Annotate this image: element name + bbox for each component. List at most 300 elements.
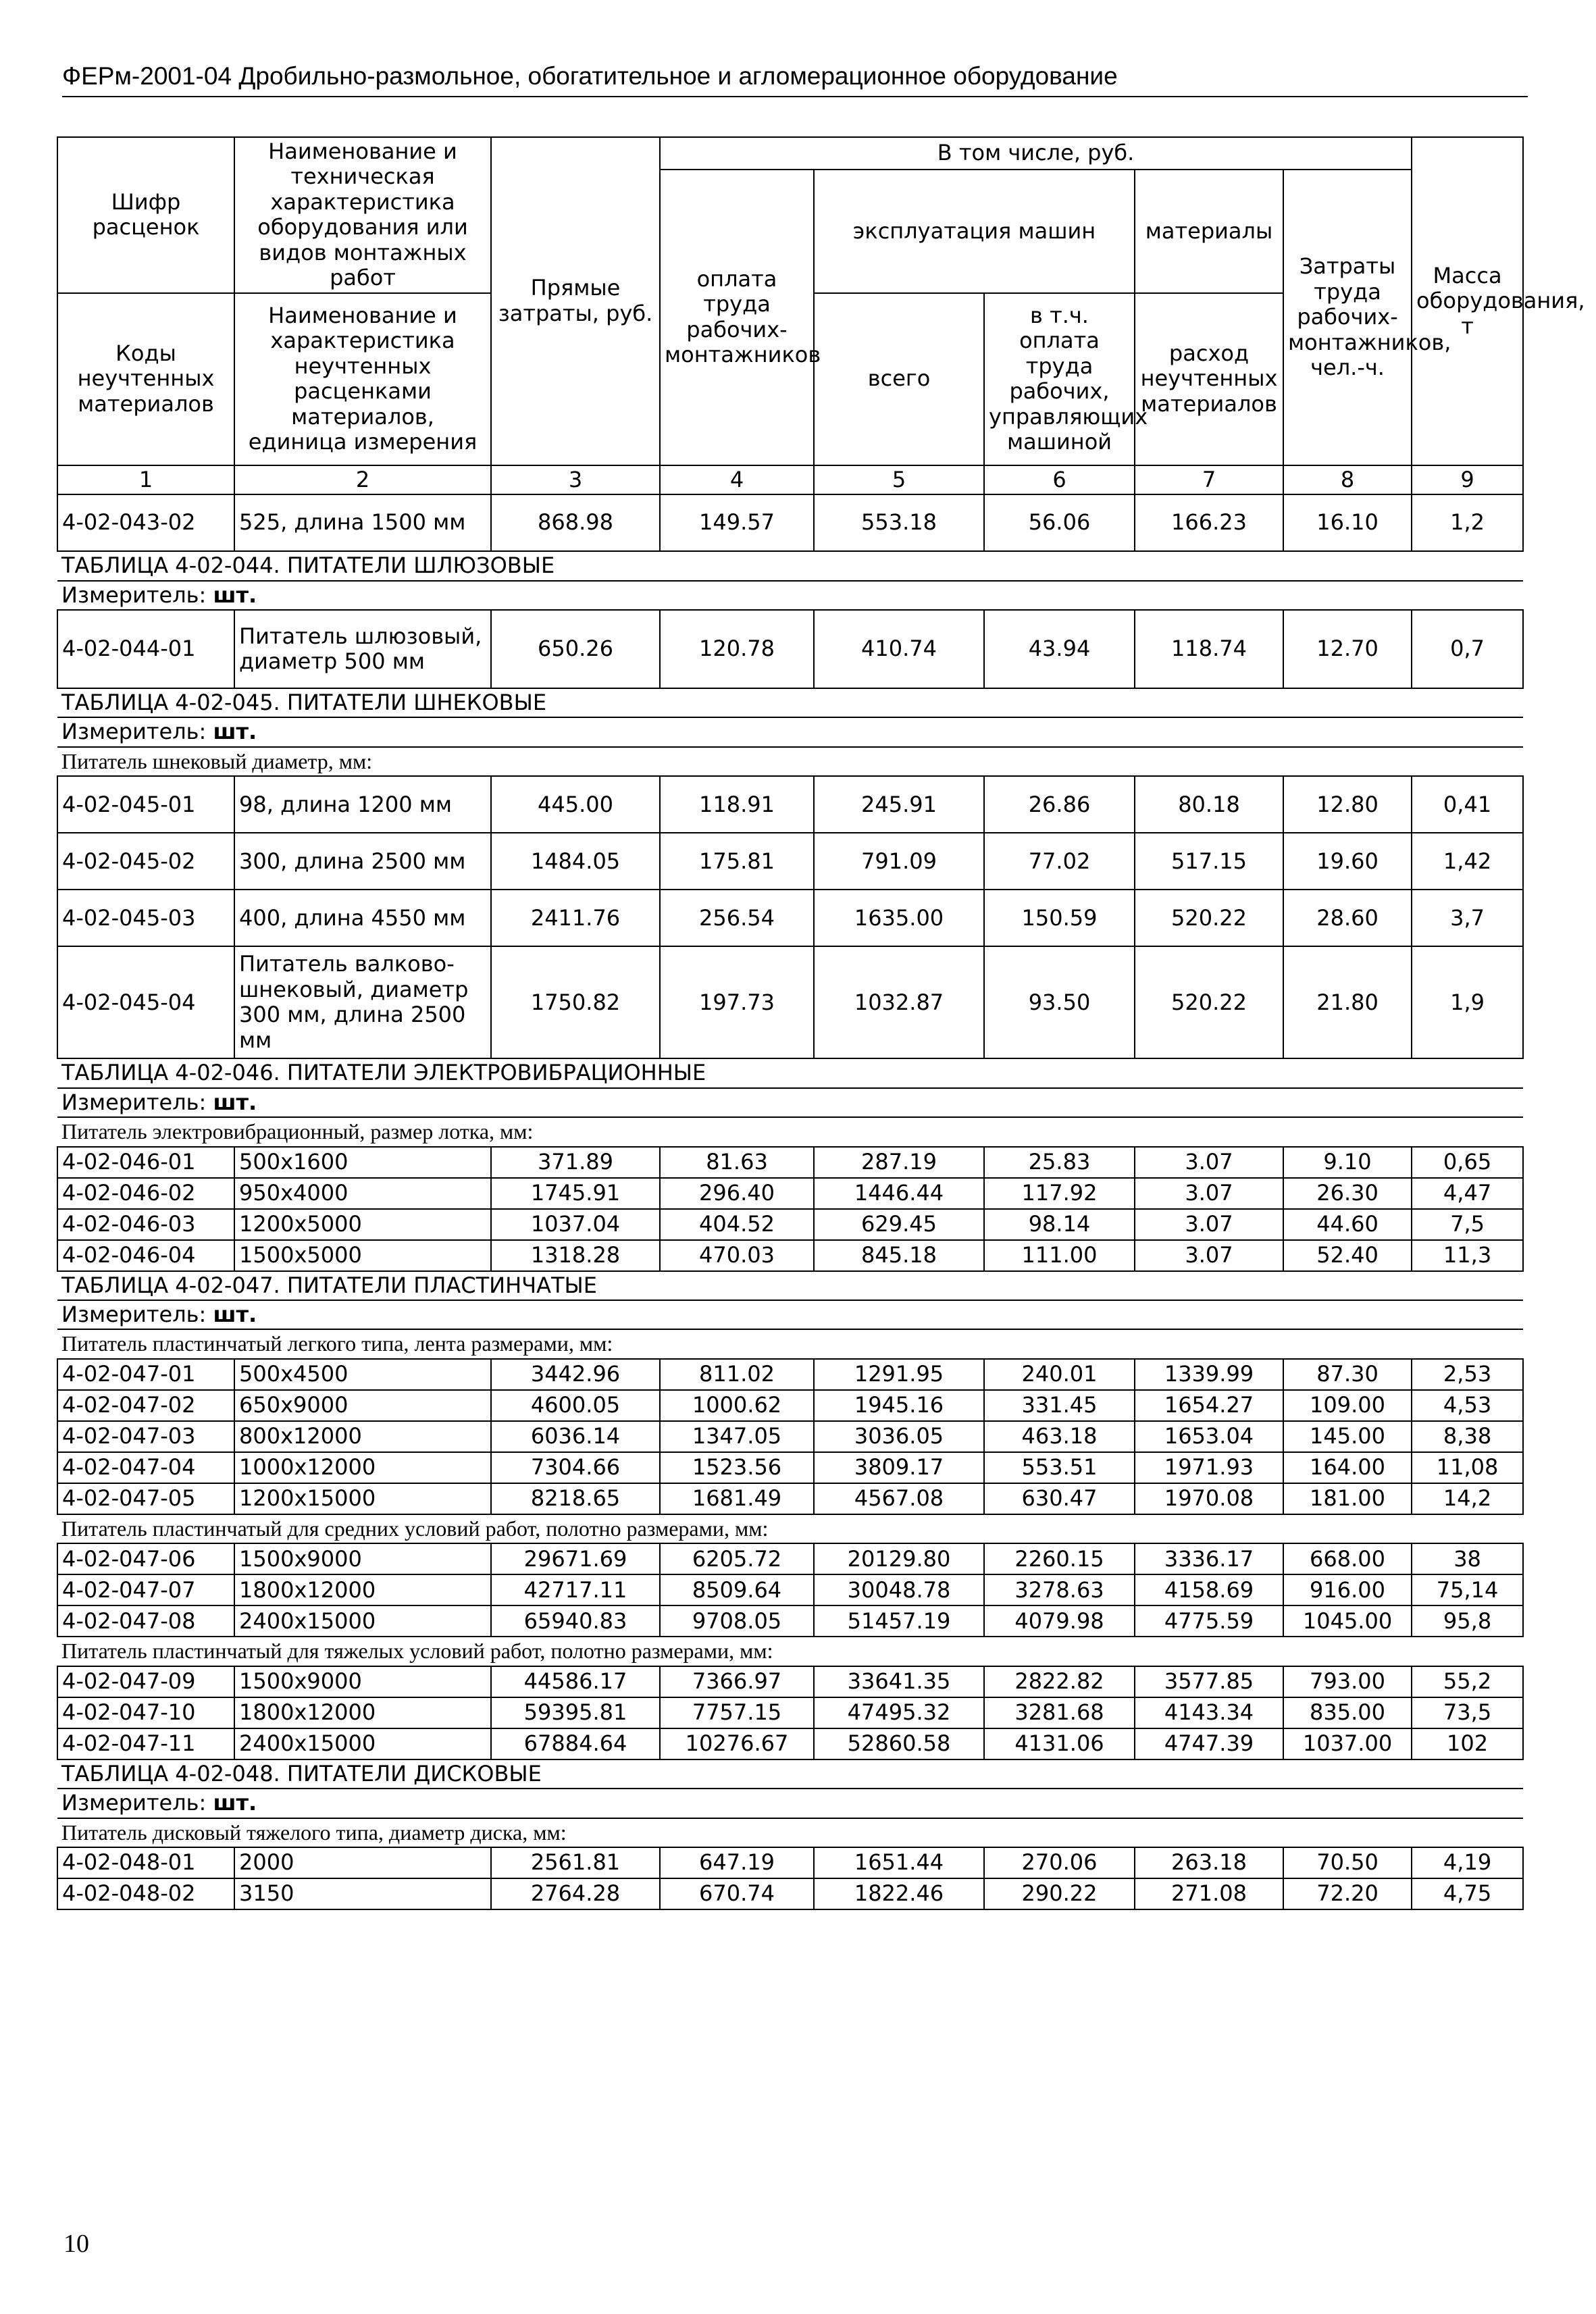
machines-wages: 630.47 — [984, 1483, 1135, 1514]
materials: 1970.08 — [1135, 1483, 1283, 1514]
machines-total: 1032.87 — [814, 946, 984, 1058]
table-label: ТАБЛИЦА — [61, 1272, 169, 1298]
header-machines: эксплуатация машин — [814, 170, 1135, 293]
rate-code: 4-02-047-04 — [57, 1452, 234, 1483]
machines-wages: 4131.06 — [984, 1728, 1135, 1759]
machines-wages: 290.22 — [984, 1878, 1135, 1909]
materials: 166.23 — [1135, 494, 1283, 551]
direct-costs: 371.89 — [491, 1147, 660, 1178]
table-title: ПИТАТЕЛИ ЭЛЕКТРОВИБРАЦИОННЫЕ — [286, 1060, 706, 1086]
labor: 52.40 — [1283, 1240, 1412, 1271]
header-including: В том числе, руб. — [660, 137, 1412, 170]
machines-wages: 3281.68 — [984, 1697, 1135, 1728]
direct-costs: 2764.28 — [491, 1878, 660, 1909]
header-labor: Затраты труда рабочих-монтажников, чел.-ч. — [1283, 170, 1412, 465]
machines-wages: 77.02 — [984, 833, 1135, 890]
table-row — [57, 1421, 1523, 1452]
table-title: ПИТАТЕЛИ ШНЕКОВЫЕ — [286, 689, 547, 715]
item-name: 1500x9000 — [234, 1543, 491, 1574]
machines-total: 1635.00 — [814, 890, 984, 946]
wages: 256.54 — [660, 890, 814, 946]
direct-costs: 6036.14 — [491, 1421, 660, 1452]
table-row — [57, 946, 1523, 1058]
table-title — [57, 1271, 1523, 1300]
table-title-row — [57, 1271, 1523, 1300]
item-name: 800x12000 — [234, 1421, 491, 1452]
table-number: 4-02-048. — [175, 1760, 280, 1786]
item-name: 98, длина 1200 мм — [234, 776, 491, 833]
wages: 120.78 — [660, 610, 814, 688]
column-number: 1 — [57, 465, 234, 494]
rate-code: 4-02-047-01 — [57, 1359, 234, 1390]
measure-unit: шт. — [213, 1089, 257, 1115]
mass: 1,42 — [1412, 833, 1523, 890]
labor: 19.60 — [1283, 833, 1412, 890]
table-title-row — [57, 1759, 1523, 1789]
table-row — [57, 833, 1523, 890]
wages: 811.02 — [660, 1359, 814, 1390]
labor: 28.60 — [1283, 890, 1412, 946]
table-label: ТАБЛИЦА — [61, 1060, 169, 1086]
measure — [57, 717, 1523, 746]
table-title: ПИТАТЕЛИ ШЛЮЗОВЫЕ — [286, 552, 555, 579]
table-row — [57, 1483, 1523, 1514]
machines-total: 410.74 — [814, 610, 984, 688]
group-title: Питатель шнековый диаметр, мм: — [57, 747, 1523, 776]
table-row — [57, 1574, 1523, 1605]
machines-total: 287.19 — [814, 1147, 984, 1178]
column-number: 8 — [1283, 465, 1412, 494]
item-name: 1500x5000 — [234, 1240, 491, 1271]
group-title: Питатель пластинчатый легкого типа, лента размерами, мм: — [57, 1329, 1523, 1358]
table-row — [57, 1878, 1523, 1909]
header-code: Шифр расценок — [57, 137, 234, 293]
labor: 1037.00 — [1283, 1728, 1412, 1759]
measure-row — [57, 1300, 1523, 1329]
direct-costs: 59395.81 — [491, 1697, 660, 1728]
rate-code: 4-02-048-01 — [57, 1847, 234, 1878]
rate-code: 4-02-046-01 — [57, 1147, 234, 1178]
machines-total: 52860.58 — [814, 1728, 984, 1759]
item-name: 2400x15000 — [234, 1728, 491, 1759]
wages: 1000.62 — [660, 1390, 814, 1421]
labor: 793.00 — [1283, 1666, 1412, 1697]
wages: 197.73 — [660, 946, 814, 1058]
table-row — [57, 610, 1523, 688]
machines-total: 791.09 — [814, 833, 984, 890]
item-name: 1200x15000 — [234, 1483, 491, 1514]
wages: 6205.72 — [660, 1543, 814, 1574]
direct-costs: 1037.04 — [491, 1209, 660, 1240]
table-row — [57, 1147, 1523, 1178]
mass: 8,38 — [1412, 1421, 1523, 1452]
group-title: Питатель пластинчатый для средних условий работ, полотно размерами, мм: — [57, 1514, 1523, 1543]
materials: 1654.27 — [1135, 1390, 1283, 1421]
item-name: 1800x12000 — [234, 1697, 491, 1728]
mass: 2,53 — [1412, 1359, 1523, 1390]
direct-costs: 7304.66 — [491, 1452, 660, 1483]
rate-code: 4-02-046-02 — [57, 1178, 234, 1209]
mass: 1,2 — [1412, 494, 1523, 551]
direct-costs: 65940.83 — [491, 1605, 660, 1637]
machines-wages: 3278.63 — [984, 1574, 1135, 1605]
measure — [57, 1789, 1523, 1818]
labor: 87.30 — [1283, 1359, 1412, 1390]
machines-wages: 93.50 — [984, 946, 1135, 1058]
rate-code: 4-02-047-06 — [57, 1543, 234, 1574]
machines-wages: 150.59 — [984, 890, 1135, 946]
materials: 520.22 — [1135, 890, 1283, 946]
machines-wages: 2260.15 — [984, 1543, 1135, 1574]
rate-code: 4-02-047-02 — [57, 1390, 234, 1421]
direct-costs: 868.98 — [491, 494, 660, 551]
table-row — [57, 1543, 1523, 1574]
rate-code: 4-02-047-10 — [57, 1697, 234, 1728]
group-title: Питатель дисковый тяжелого типа, диаметр диска, мм: — [57, 1818, 1523, 1847]
table-head — [57, 137, 1585, 494]
rate-code: 4-02-048-02 — [57, 1878, 234, 1909]
materials: 3.07 — [1135, 1240, 1283, 1271]
table-number: 4-02-046. — [175, 1060, 280, 1086]
group-title-row — [57, 747, 1523, 776]
table-row — [57, 890, 1523, 946]
table-row — [57, 494, 1523, 551]
item-name: 650x9000 — [234, 1390, 491, 1421]
table-title — [57, 1058, 1523, 1087]
table-title — [57, 1759, 1523, 1789]
table-title: ПИТАТЕЛИ ПЛАСТИНЧАТЫЕ — [286, 1272, 597, 1298]
header-material-name: Наименование и характеристика неучтенных расценками материалов, единица измерения — [234, 293, 491, 465]
measure-row — [57, 1789, 1523, 1818]
column-number: 4 — [660, 465, 814, 494]
item-name: 1500x9000 — [234, 1666, 491, 1697]
table-title-row — [57, 1058, 1523, 1087]
table-row — [57, 1728, 1523, 1759]
item-name: 500x1600 — [234, 1147, 491, 1178]
header-material-code: Коды неучтенных материалов — [57, 293, 234, 465]
header-materials-unaccounted: расход неучтенных материалов — [1135, 293, 1283, 465]
labor: 21.80 — [1283, 946, 1412, 1058]
direct-costs: 42717.11 — [491, 1574, 660, 1605]
machines-total: 3809.17 — [814, 1452, 984, 1483]
item-name: 1800x12000 — [234, 1574, 491, 1605]
measure-label: Измеритель: — [61, 1302, 207, 1327]
column-number: 7 — [1135, 465, 1283, 494]
labor: 9.10 — [1283, 1147, 1412, 1178]
labor: 164.00 — [1283, 1452, 1412, 1483]
rate-code: 4-02-047-11 — [57, 1728, 234, 1759]
table-number: 4-02-047. — [175, 1272, 280, 1298]
rate-code: 4-02-046-04 — [57, 1240, 234, 1271]
measure-unit: шт. — [213, 719, 257, 745]
machines-wages: 26.86 — [984, 776, 1135, 833]
table-row — [57, 1847, 1523, 1878]
mass: 95,8 — [1412, 1605, 1523, 1637]
direct-costs: 1750.82 — [491, 946, 660, 1058]
group-title: Питатель пластинчатый для тяжелых условий работ, полотно размерами, мм: — [57, 1637, 1523, 1666]
rate-code: 4-02-047-03 — [57, 1421, 234, 1452]
header-name: Наименование и техническая характеристика оборудования или видов монтажных работ — [234, 137, 491, 293]
wages: 470.03 — [660, 1240, 814, 1271]
rate-code: 4-02-043-02 — [57, 494, 234, 551]
table-row — [57, 1697, 1523, 1728]
group-title: Питатель электровибрационный, размер лотка, мм: — [57, 1117, 1523, 1146]
measure-label: Измеритель: — [61, 1089, 207, 1115]
machines-total: 33641.35 — [814, 1666, 984, 1697]
item-name: Питатель шлюзовый, диаметр 500 мм — [234, 610, 491, 688]
mass: 0,7 — [1412, 610, 1523, 688]
machines-total: 3036.05 — [814, 1421, 984, 1452]
column-number: 6 — [984, 465, 1135, 494]
labor: 109.00 — [1283, 1390, 1412, 1421]
item-name: 300, длина 2500 мм — [234, 833, 491, 890]
mass: 0,65 — [1412, 1147, 1523, 1178]
wages: 81.63 — [660, 1147, 814, 1178]
table-row — [57, 1209, 1523, 1240]
wages: 647.19 — [660, 1847, 814, 1878]
rate-code: 4-02-047-07 — [57, 1574, 234, 1605]
wages: 404.52 — [660, 1209, 814, 1240]
direct-costs: 29671.69 — [491, 1543, 660, 1574]
item-name: 500x4500 — [234, 1359, 491, 1390]
rate-code: 4-02-044-01 — [57, 610, 234, 688]
materials: 263.18 — [1135, 1847, 1283, 1878]
mass: 4,53 — [1412, 1390, 1523, 1421]
table-row — [57, 1452, 1523, 1483]
materials: 3.07 — [1135, 1178, 1283, 1209]
labor: 16.10 — [1283, 494, 1412, 551]
wages: 1681.49 — [660, 1483, 814, 1514]
labor: 72.20 — [1283, 1878, 1412, 1909]
machines-wages: 25.83 — [984, 1147, 1135, 1178]
table-title-row — [57, 688, 1523, 717]
item-name: 950x4000 — [234, 1178, 491, 1209]
machines-total: 47495.32 — [814, 1697, 984, 1728]
group-title-row — [57, 1514, 1523, 1543]
table-row — [57, 1359, 1523, 1390]
header-wages: оплата труда рабочих-монтажников — [660, 170, 814, 465]
table-row — [57, 1178, 1523, 1209]
measure-unit: шт. — [213, 1302, 257, 1327]
mass: 11,3 — [1412, 1240, 1523, 1271]
machines-wages: 463.18 — [984, 1421, 1135, 1452]
direct-costs: 8218.65 — [491, 1483, 660, 1514]
mass: 38 — [1412, 1543, 1523, 1574]
group-title-row — [57, 1637, 1523, 1666]
item-name: 2400x15000 — [234, 1605, 491, 1637]
measure-label: Измеритель: — [61, 582, 207, 608]
materials: 4143.34 — [1135, 1697, 1283, 1728]
wages: 1523.56 — [660, 1452, 814, 1483]
table-label: ТАБЛИЦА — [61, 689, 169, 715]
rate-code: 4-02-045-01 — [57, 776, 234, 833]
header-direct-costs: Прямые затраты, руб. — [491, 137, 660, 465]
labor: 835.00 — [1283, 1697, 1412, 1728]
wages: 9708.05 — [660, 1605, 814, 1637]
column-number: 5 — [814, 465, 984, 494]
labor: 12.80 — [1283, 776, 1412, 833]
machines-wages: 553.51 — [984, 1452, 1135, 1483]
measure-label: Измеритель: — [61, 719, 207, 745]
page-number: 10 — [63, 2230, 89, 2258]
column-number: 3 — [491, 465, 660, 494]
rate-code: 4-02-045-04 — [57, 946, 234, 1058]
table-title — [57, 551, 1523, 580]
labor: 668.00 — [1283, 1543, 1412, 1574]
materials: 3336.17 — [1135, 1543, 1283, 1574]
column-numbers-row — [57, 465, 1523, 494]
materials: 517.15 — [1135, 833, 1283, 890]
machines-total: 30048.78 — [814, 1574, 984, 1605]
wages: 296.40 — [660, 1178, 814, 1209]
table-body — [57, 494, 1523, 1909]
machines-total: 1446.44 — [814, 1178, 984, 1209]
group-title-row — [57, 1818, 1523, 1847]
labor: 26.30 — [1283, 1178, 1412, 1209]
table-title: ПИТАТЕЛИ ДИСКОВЫЕ — [286, 1760, 542, 1786]
page-header: ФЕРм-2001-04 Дробильно-размольное, обогатительное и агломерационное оборудование — [62, 62, 1528, 97]
machines-wages: 56.06 — [984, 494, 1135, 551]
machines-total: 1822.46 — [814, 1878, 984, 1909]
wages: 118.91 — [660, 776, 814, 833]
rate-code: 4-02-046-03 — [57, 1209, 234, 1240]
table-row — [57, 776, 1523, 833]
mass: 55,2 — [1412, 1666, 1523, 1697]
labor: 916.00 — [1283, 1574, 1412, 1605]
table-title — [57, 688, 1523, 717]
table-number: 4-02-044. — [175, 552, 280, 579]
machines-wages: 331.45 — [984, 1390, 1135, 1421]
mass: 102 — [1412, 1728, 1523, 1759]
table-row — [57, 1666, 1523, 1697]
mass: 11,08 — [1412, 1452, 1523, 1483]
direct-costs: 1318.28 — [491, 1240, 660, 1271]
machines-wages: 270.06 — [984, 1847, 1135, 1878]
item-name: 2000 — [234, 1847, 491, 1878]
measure-row — [57, 1088, 1523, 1117]
mass: 75,14 — [1412, 1574, 1523, 1605]
machines-total: 4567.08 — [814, 1483, 984, 1514]
labor: 181.00 — [1283, 1483, 1412, 1514]
materials: 4747.39 — [1135, 1728, 1283, 1759]
table-row — [57, 1605, 1523, 1637]
direct-costs: 4600.05 — [491, 1390, 660, 1421]
direct-costs: 3442.96 — [491, 1359, 660, 1390]
header-machines-wages: в т.ч. оплата труда рабочих, управляющих машиной — [984, 293, 1135, 465]
rate-code: 4-02-047-08 — [57, 1605, 234, 1637]
header-machines-total: всего — [814, 293, 984, 465]
measure — [57, 581, 1523, 610]
mass: 7,5 — [1412, 1209, 1523, 1240]
machines-total: 1291.95 — [814, 1359, 984, 1390]
machines-wages: 4079.98 — [984, 1605, 1135, 1637]
machines-total: 245.91 — [814, 776, 984, 833]
machines-total: 51457.19 — [814, 1605, 984, 1637]
item-name: 1000x12000 — [234, 1452, 491, 1483]
machines-total: 1651.44 — [814, 1847, 984, 1878]
item-name: 1200x5000 — [234, 1209, 491, 1240]
wages: 8509.64 — [660, 1574, 814, 1605]
mass: 4,19 — [1412, 1847, 1523, 1878]
materials: 4158.69 — [1135, 1574, 1283, 1605]
machines-total: 553.18 — [814, 494, 984, 551]
mass: 14,2 — [1412, 1483, 1523, 1514]
machines-wages: 98.14 — [984, 1209, 1135, 1240]
materials: 3.07 — [1135, 1209, 1283, 1240]
mass: 3,7 — [1412, 890, 1523, 946]
direct-costs: 2411.76 — [491, 890, 660, 946]
column-number: 9 — [1412, 465, 1523, 494]
wages: 10276.67 — [660, 1728, 814, 1759]
measure — [57, 1300, 1523, 1329]
direct-costs: 445.00 — [491, 776, 660, 833]
rate-code: 4-02-047-05 — [57, 1483, 234, 1514]
rates-table — [57, 136, 1585, 1910]
header-materials: материалы — [1135, 170, 1283, 293]
table-number: 4-02-045. — [175, 689, 280, 715]
group-title-row — [57, 1117, 1523, 1146]
materials: 1971.93 — [1135, 1452, 1283, 1483]
mass: 0,41 — [1412, 776, 1523, 833]
mass: 1,9 — [1412, 946, 1523, 1058]
mass: 73,5 — [1412, 1697, 1523, 1728]
machines-wages: 111.00 — [984, 1240, 1135, 1271]
item-name: 3150 — [234, 1878, 491, 1909]
labor: 70.50 — [1283, 1847, 1412, 1878]
machines-wages: 240.01 — [984, 1359, 1135, 1390]
table-row — [57, 1240, 1523, 1271]
measure-row — [57, 717, 1523, 746]
materials: 80.18 — [1135, 776, 1283, 833]
direct-costs: 650.26 — [491, 610, 660, 688]
rate-code: 4-02-047-09 — [57, 1666, 234, 1697]
table-title-row — [57, 551, 1523, 580]
labor: 44.60 — [1283, 1209, 1412, 1240]
wages: 7757.15 — [660, 1697, 814, 1728]
materials: 271.08 — [1135, 1878, 1283, 1909]
table-row — [57, 1390, 1523, 1421]
materials: 3.07 — [1135, 1147, 1283, 1178]
direct-costs: 44586.17 — [491, 1666, 660, 1697]
materials: 4775.59 — [1135, 1605, 1283, 1637]
wages: 175.81 — [660, 833, 814, 890]
measure-label: Измеритель: — [61, 1790, 207, 1816]
materials: 520.22 — [1135, 946, 1283, 1058]
machines-total: 20129.80 — [814, 1543, 984, 1574]
item-name: 525, длина 1500 мм — [234, 494, 491, 551]
measure-row — [57, 581, 1523, 610]
direct-costs: 67884.64 — [491, 1728, 660, 1759]
machines-wages: 2822.82 — [984, 1666, 1135, 1697]
materials: 3577.85 — [1135, 1666, 1283, 1697]
header-mass: Масса оборудования, т — [1412, 137, 1523, 465]
direct-costs: 1745.91 — [491, 1178, 660, 1209]
labor: 12.70 — [1283, 610, 1412, 688]
wages: 1347.05 — [660, 1421, 814, 1452]
labor: 145.00 — [1283, 1421, 1412, 1452]
labor: 1045.00 — [1283, 1605, 1412, 1637]
machines-total: 629.45 — [814, 1209, 984, 1240]
table-label: ТАБЛИЦА — [61, 552, 169, 579]
measure — [57, 1088, 1523, 1117]
measure-unit: шт. — [213, 1790, 257, 1816]
mass: 4,75 — [1412, 1878, 1523, 1909]
rate-code: 4-02-045-03 — [57, 890, 234, 946]
measure-unit: шт. — [213, 582, 257, 608]
materials: 1653.04 — [1135, 1421, 1283, 1452]
rate-code: 4-02-045-02 — [57, 833, 234, 890]
materials: 1339.99 — [1135, 1359, 1283, 1390]
